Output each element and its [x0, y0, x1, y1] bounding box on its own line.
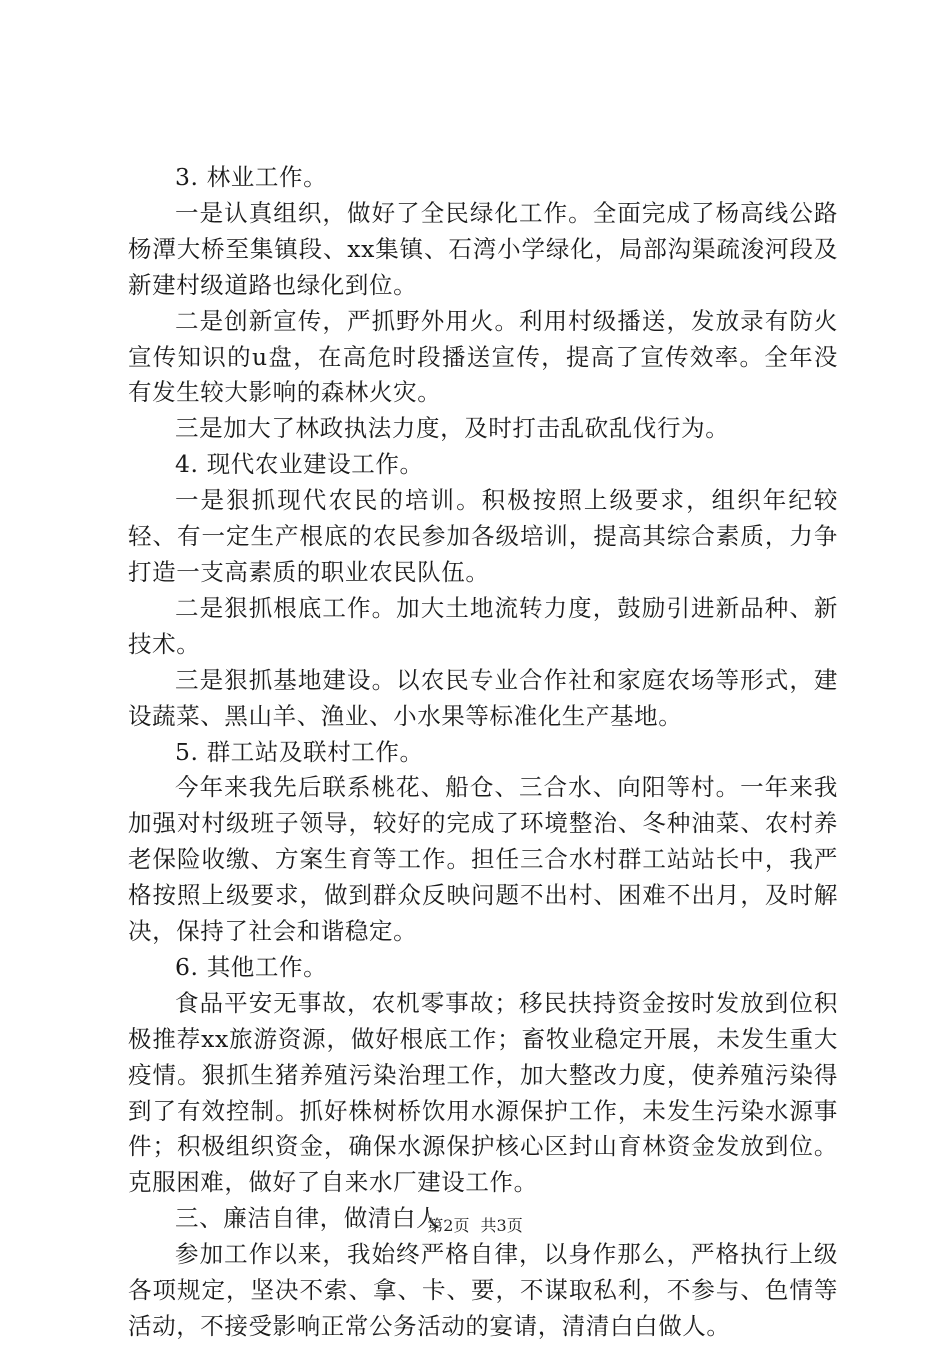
paragraph: 一是狠抓现代农民的培训。积极按照上级要求，组织年纪较轻、有一定生产根底的农民参加各级培训，提高其综合素质，力争打造一支高素质的职业农民队伍。 — [128, 486, 838, 586]
section-heading-integrity: 三、廉洁自律，做清白人 — [175, 1204, 441, 1233]
paragraph: 一是认真组织，做好了全民绿化工作。全面完成了杨高线公路杨潭大桥至集镇段、xx集镇、石湾小学绿化，局部沟渠疏浚河段及新建村级道路也绿化到位。 — [128, 198, 838, 299]
section-heading-village-work: 5. 群工站及联村工作。 — [175, 737, 424, 766]
paragraph: 二是狠抓根底工作。加大土地流转力度，鼓励引进新品种、新技术。 — [128, 593, 838, 658]
page-number-total: 共3页 — [480, 1216, 523, 1235]
section-heading-other-work: 6. 其他工作。 — [175, 952, 328, 981]
paragraph: 食品平安无事故，农机零事故；移民扶持资金按时发放到位积极推荐xx旅游资源，做好根底工作；畜牧业稳定开展，未发生重大疫情。狠抓生猪养殖污染治理工作，加大整改力度，使养殖污染得到了有效控制。抓好株树桥饮用水源保护工作，未发生污染水源事件；积极组织资金，确保水源保护核心区封山育林资金发放到位。克服困难，做好了自来水厂建设工作。 — [128, 988, 838, 1197]
document-body — [128, 160, 838, 1345]
paragraph: 三是狠抓基地建设。以农民专业合作社和家庭农场等形式，建设蔬菜、黑山羊、渔业、小水果等标准化生产基地。 — [128, 665, 838, 730]
page-number-current: 第2页 — [427, 1216, 470, 1235]
paragraph: 今年来我先后联系桃花、船仓、三合水、向阳等村。一年来我加强对村级班子领导，较好的完成了环境整治、冬种油菜、农村养老保险收缴、方案生育等工作。担任三合水村群工站站长中，我严格按照上级要求，做到群众反映问题不出村、困难不出月，及时解决，保持了社会和谐稳定。 — [128, 773, 838, 946]
paragraph: 参加工作以来，我始终严格自律，以身作那么，严格执行上级各项规定，坚决不索、拿、卡、要，不谋取私利，不参与、色情等活动，不接受影响正常公务活动的宴请，清清白白做人。 — [128, 1240, 838, 1340]
paragraph: 二是创新宣传，严抓野外用火。利用村级播送，发放录有防火宣传知识的u盘，在高危时段播送宣传，提高了宣传效率。全年没有发生较大影响的森林火灾。 — [128, 306, 838, 407]
section-heading-forestry: 3. 林业工作。 — [175, 163, 328, 191]
section-heading-modern-agriculture: 4. 现代农业建设工作。 — [175, 450, 424, 479]
paragraph: 三是加大了林政执法力度，及时打击乱砍乱伐行为。 — [175, 414, 730, 443]
page-footer — [0, 1216, 950, 1236]
